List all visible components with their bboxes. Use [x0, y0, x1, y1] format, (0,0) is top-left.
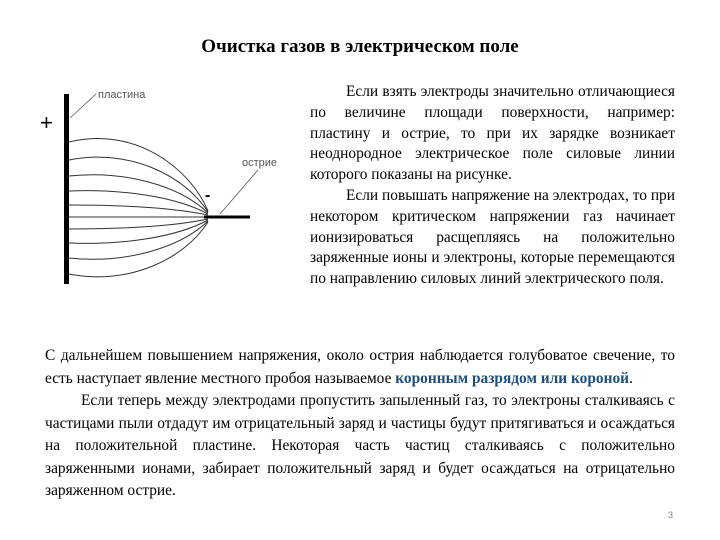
- intro-text-column: [310, 82, 675, 290]
- tip-label: острие: [242, 157, 278, 169]
- field-line: [69, 220, 208, 243]
- paragraph-2: Если повышать напряжение на электродах, то при некотором критическом напряжении газ начинает ионизироваться расщепляясь на положительно заряженные ионы и электроны, которые перемещаются по направлению силовых линий электрического поля.: [310, 186, 675, 288]
- field-line: [69, 157, 211, 212]
- plate-label: пластина: [98, 89, 146, 101]
- corona-term: коронным разрядом или короной: [395, 369, 630, 387]
- field-line: [69, 219, 208, 229]
- paragraph-3-end: .: [629, 369, 633, 387]
- plus-sign: +: [40, 110, 53, 135]
- field-line: [69, 205, 208, 215]
- minus-sign: -: [205, 187, 211, 204]
- plate-electrode: [64, 94, 69, 284]
- paragraph-3: [45, 345, 675, 390]
- paragraph-4: Если теперь между электродами пропустить запыленный газ, то электроны сталкиваясь с частицами пыли отдадут им отрицательный заряд и частицы будут притягиваться и осаждаться на положительной пластине. Некоторая часть частиц сталкиваясь с положительно заряженными ионами, забирает положительный заряд и будет осаждаться на отрицательно заряженном острие.: [45, 392, 675, 499]
- plate-leader-line: [70, 94, 96, 118]
- tip-leader-line: [220, 170, 258, 214]
- field-lines: [69, 139, 211, 277]
- field-lines-diagram: [30, 78, 308, 298]
- field-line: [69, 191, 208, 214]
- paragraph-3-text: С дальнейшем повышением напряжения, около острия наблюдается голубоватое свечение, то есть наступает явление местного пробоя называемое: [45, 347, 675, 387]
- field-line: [69, 222, 208, 277]
- full-width-text: [45, 345, 675, 503]
- page-title: Очистка газов в электрическом поле: [201, 36, 519, 57]
- page-number: 3: [668, 510, 674, 520]
- paragraph-1: Если взять электроды значительно отличающиеся по величине площади поверхности, например: пластину и острие, то при их зарядке возникает неоднородное электрическое поле силовые линии которого показаны на рисунке.: [310, 83, 675, 184]
